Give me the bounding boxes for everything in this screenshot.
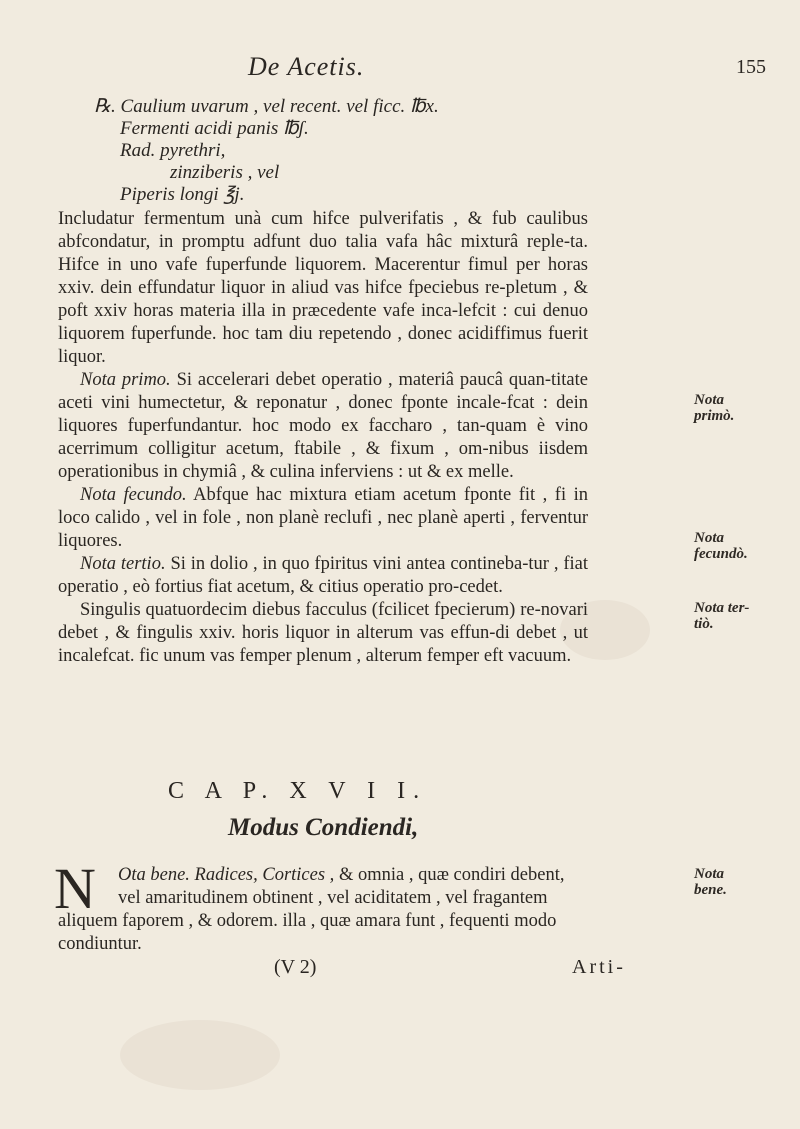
chapter-text: aliquem faporem , & odorem. illa , quæ amara funt , fequenti modo condiuntur. bbox=[58, 911, 557, 954]
recipe-line: Piperis longi ℥j. bbox=[120, 184, 245, 205]
margin-note-line: Nota bbox=[694, 392, 724, 408]
paragraph-body: Abfque hac mixtura etiam acetum fponte fit , fi in loco calido , vel in fole , non planè reclufi , nec planè aperti , ferventur liquores. bbox=[58, 485, 588, 551]
paragraph bbox=[58, 369, 588, 484]
paragraph-lead: Nota fecundo. bbox=[80, 485, 187, 505]
paragraph-body: Si accelerari debet operatio , materiâ paucâ quan-titate aceti vini humectetur, & reponatur , donec fponte incale-fcat : dein liquores fuperfundantur. hoc modo ex faccharo , tan-quam è vino acerrimum colligitur acetum, ftabile , & fixum , om-nibus iisdem operationibus in chymiâ , & culina inferviens : ut & ex melle. bbox=[58, 370, 588, 482]
paragraph-lead: Nota tertio. bbox=[80, 554, 166, 574]
recipe-line: Rad. pyrethri, bbox=[120, 140, 226, 161]
opening-lead: Ota bene. Radices, Cortices , bbox=[118, 865, 335, 885]
paper-stain bbox=[120, 1020, 280, 1090]
main-text bbox=[58, 208, 588, 668]
recipe-line: ℞. Caulium uvarum , vel recent. vel ficc. ℔x. bbox=[94, 96, 439, 117]
margin-note-line: bene. bbox=[694, 882, 727, 898]
margin-note-line: Nota ter- bbox=[694, 600, 750, 616]
margin-note-line: primò. bbox=[694, 408, 735, 424]
running-title: De Acetis. bbox=[248, 52, 365, 81]
chapter-opening bbox=[118, 864, 588, 910]
opening-line bbox=[118, 864, 588, 887]
paragraph-body: Si in dolio , in quo fpiritus vini antea contineba-tur , fiat operatio , eò fortius fiat acetum, & citius operatio pro-cedet. bbox=[58, 554, 588, 597]
margin-note bbox=[694, 600, 754, 632]
paragraph: Singulis quatuordecim diebus facculus (fcilicet fpecierum) re-novari debet , & fingulis xxiv. horis liquor in alterum vas effun-di debet , ut incalefcat. fic unum vas femper plenum , alterum femper eft vacuum. bbox=[58, 600, 588, 666]
margin-note-line: tiò. bbox=[694, 616, 714, 632]
margin-note bbox=[694, 392, 754, 424]
margin-note-line: fecundò. bbox=[694, 546, 748, 562]
paragraph-lead: Nota primo. bbox=[80, 370, 171, 390]
paragraph: Includatur fermentum unà cum hifce pulverifatis , & fub caulibus abfcondatur, in promptu adfunt duo talia vafa hâc mixturâ reple-ta. Hifce in uno vafe fuperfunde liquorem. Macerentur fimul per horas xxiv. dein effundatur liquor in aliud vas hifce fpeciebus re-pletum , & poft xxiv horas materia illa in præcedente vafe inca-lefcit : cui denuo liquorem fuperfunde. hoc tam diu repetendo , donec acidiffimus fuerit liquor. bbox=[58, 209, 588, 367]
margin-note-line: Nota bbox=[694, 530, 724, 546]
page-number: 155 bbox=[736, 56, 766, 78]
margin-note bbox=[694, 866, 754, 898]
opening-line: vel amaritudinem obtinent , vel aciditatem , vel fragantem bbox=[118, 888, 548, 908]
page-header bbox=[0, 52, 800, 92]
opening-body: & omnia , quæ condiri debent, bbox=[334, 865, 565, 885]
recipe-line: zinziberis , vel bbox=[170, 162, 280, 183]
chapter-title: C A P. X V I I. bbox=[168, 778, 428, 804]
recipe-line: Fermenti acidi panis ℔ʃ. bbox=[120, 118, 309, 139]
drop-cap: N bbox=[54, 856, 96, 921]
margin-note bbox=[694, 530, 754, 562]
chapter-subtitle: Modus Condiendi, bbox=[228, 814, 419, 841]
margin-note-line: Nota bbox=[694, 866, 724, 882]
signature-mark: (V 2) bbox=[274, 956, 317, 978]
paragraph bbox=[58, 553, 588, 599]
recipe-block bbox=[94, 96, 614, 206]
catchword: Arti- bbox=[572, 956, 626, 978]
paragraph bbox=[58, 484, 588, 553]
